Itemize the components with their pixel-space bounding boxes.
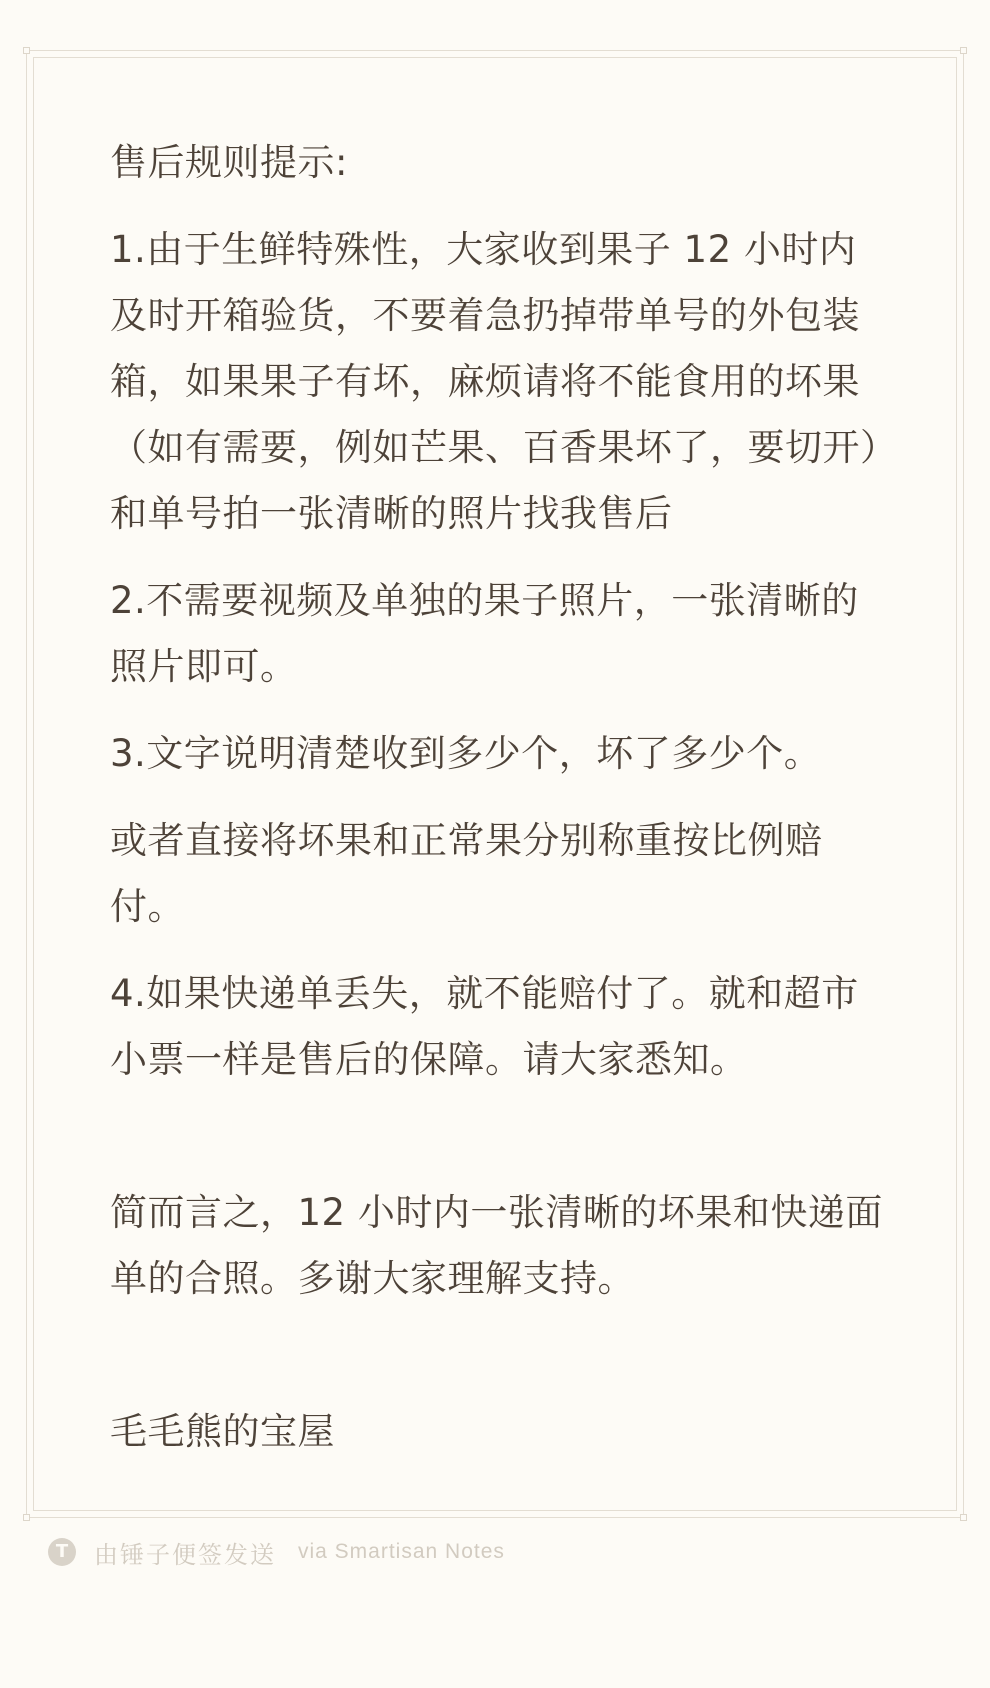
note-paragraph-rule-3: 3.文字说明清楚收到多少个，坏了多少个。 bbox=[110, 732, 822, 775]
frame-corner-ornament bbox=[23, 1514, 30, 1521]
frame-corner-ornament bbox=[23, 47, 30, 54]
note-paragraph-rule-4: 4.如果快递单丢失，就不能赔付了。就和超市小票一样是售后的保障。请大家悉知。 bbox=[110, 972, 859, 1081]
note-paragraph-rule-2: 2.不需要视频及单独的果子照片，一张清晰的照片即可。 bbox=[110, 579, 859, 688]
note-body bbox=[110, 130, 890, 1486]
smartisan-t-icon: T bbox=[48, 1538, 76, 1566]
frame-corner-ornament bbox=[960, 1514, 967, 1521]
note-paragraph-summary: 简而言之，12 小时内一张清晰的坏果和快递面单的合照。多谢大家理解支持。 bbox=[110, 1191, 883, 1300]
note-paragraph-rule-1: 1.由于生鲜特殊性，大家收到果子 12 小时内及时开箱验货，不要着急扔掉带单号的外包装箱，如果果子有坏，麻烦请将不能食用的坏果（如有需要，例如芒果、百香果坏了，要切开）和单号拍一张清晰的照片找我售后 bbox=[110, 228, 879, 535]
frame-corner-ornament bbox=[960, 47, 967, 54]
footer-attribution bbox=[48, 1532, 505, 1572]
footer-label-en: via Smartisan Notes bbox=[298, 1540, 505, 1563]
note-heading: 售后规则提示: bbox=[110, 141, 348, 184]
note-signature: 毛毛熊的宝屋 bbox=[110, 1410, 335, 1453]
note-paragraph-alternative: 或者直接将坏果和正常果分别称重按比例赔付。 bbox=[110, 819, 823, 928]
footer-label-cn: 由锤子便签发送 bbox=[94, 1540, 276, 1569]
